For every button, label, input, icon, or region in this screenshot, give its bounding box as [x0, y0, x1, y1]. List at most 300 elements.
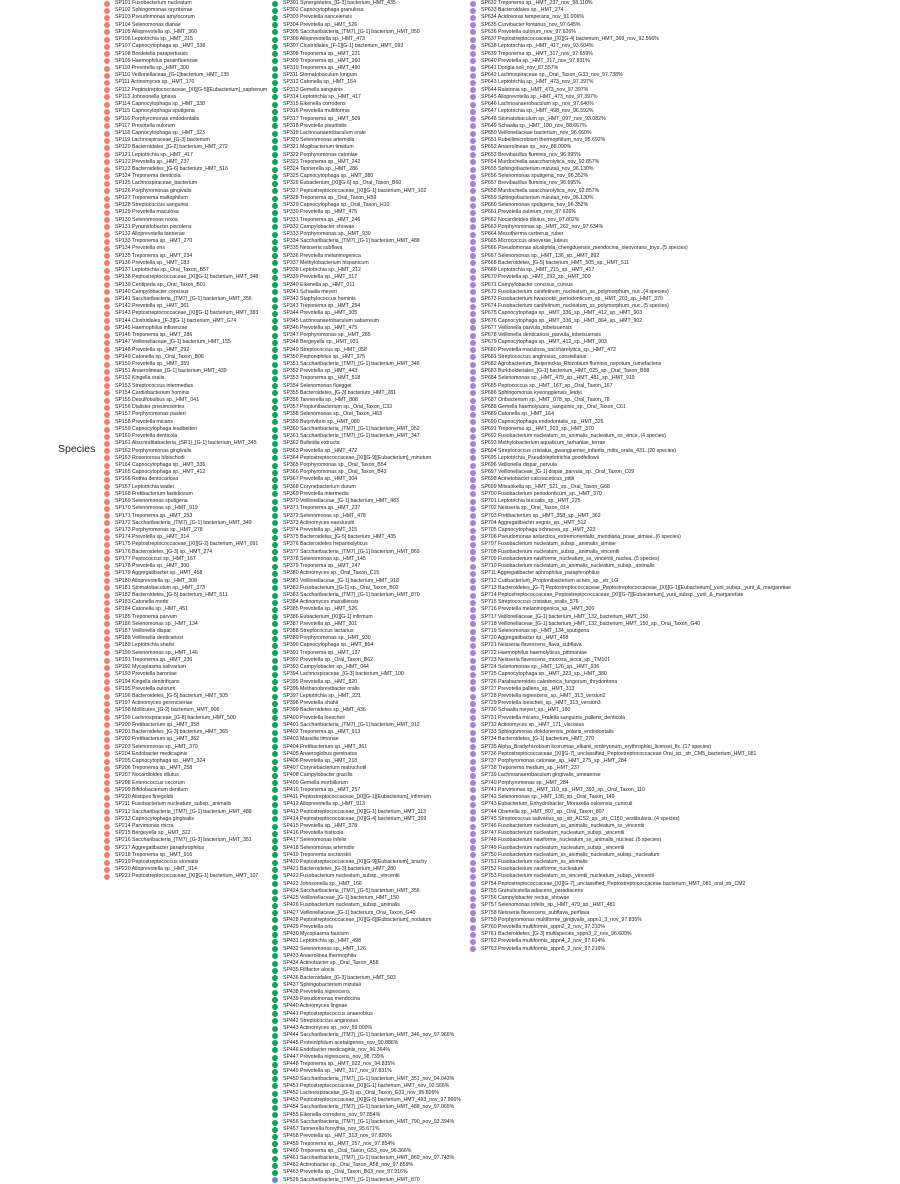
legend-dot-icon	[272, 427, 278, 433]
legend-dot-icon	[104, 369, 110, 375]
legend-entry	[272, 650, 470, 657]
legend-label: SP450 Saccharibacteria_(TM7)_[G-1] bacterium_HMT_351_nov_94.043%	[283, 1075, 455, 1082]
legend-entry	[104, 469, 276, 476]
legend-dot-icon	[272, 520, 278, 526]
legend-dot-icon	[104, 491, 110, 497]
legend-dot-icon	[470, 398, 476, 404]
legend-entry	[272, 108, 470, 115]
legend-label: SP669 Leptotrichia sp._HMT_215_sp._HMT_417	[481, 267, 595, 274]
legend-entry	[104, 116, 276, 123]
legend-dot-icon	[104, 73, 110, 79]
legend-dot-icon	[470, 715, 476, 721]
legend-label: SP115 Capnocytophaga sputigena	[115, 108, 195, 115]
legend-dot-icon	[470, 852, 476, 858]
legend-entry	[470, 498, 900, 505]
legend-entry	[272, 448, 470, 455]
legend-entry	[470, 787, 900, 794]
legend-label: SP188 Veillonella denticariosi	[115, 635, 184, 642]
legend-dot-icon	[470, 441, 476, 447]
legend-label: SP152 Kingella oralis	[115, 375, 165, 382]
legend-entry	[470, 830, 900, 837]
legend-label: SP178 Prevotella sp._HMT_300	[115, 563, 190, 570]
legend-entry	[104, 866, 276, 873]
legend-label: SP422 Fusobacterium nucleatum_subsp._vincentii	[283, 873, 400, 880]
legend-entry	[104, 397, 276, 404]
legend-label: SP733 Sphingomonas dokdonensis_polaris_endodontalis	[481, 729, 614, 736]
legend-dot-icon	[104, 643, 110, 649]
legend-entry	[272, 152, 470, 159]
legend-entry	[272, 7, 470, 14]
legend-label: SP434 Actinobacter sp._Oral_Taxon_A58	[283, 960, 379, 967]
legend-label: SP175 Peptostreptococcaceae_[XI][G-2] bacterium_HMT_091	[115, 541, 259, 548]
legend-label: SP729 Prevotella loescheii_sp._HMT_313_version3	[481, 700, 601, 707]
legend-dot-icon	[272, 152, 278, 158]
legend-dot-icon	[272, 181, 278, 187]
legend-dot-icon	[104, 766, 110, 772]
legend-label: SP385 Prevotella sp._HMT_526	[283, 606, 358, 613]
legend-dot-icon	[272, 1170, 278, 1176]
legend-entry	[104, 520, 276, 527]
legend-dot-icon	[104, 607, 110, 613]
legend-label: SP343 Treponema sp._HMT_254	[283, 303, 361, 310]
legend-dot-icon	[272, 419, 278, 425]
legend-entry	[104, 79, 276, 86]
legend-label: SP756 Campylobacter rectus_showae	[481, 895, 570, 902]
legend-label: SP346 Prevotella sp._HMT_475	[283, 324, 358, 331]
legend-entry	[104, 722, 276, 729]
legend-label: SP750 Fusobacterium nucleatum_ss_animalis_nucleatum_subsp._nucleatum	[481, 851, 660, 858]
legend-label: SP454 Saccharibacteria_(TM7)_[G-1] bacterium_HMT_488_nov_97.065%	[283, 1104, 455, 1111]
legend-label: SP109 Haemophilus parainfluenzae	[115, 57, 198, 64]
legend-label: SP124 Treponema denticola	[115, 173, 181, 180]
legend-entry	[104, 642, 276, 649]
legend-dot-icon	[104, 333, 110, 339]
legend-dot-icon	[104, 528, 110, 534]
legend-dot-icon	[272, 174, 278, 180]
legend-label: SP104 Selenomonas dianae	[115, 21, 181, 28]
legend-dot-icon	[470, 159, 476, 165]
legend-label: SP149 Catonella sp._Oral_Taxon_B06	[115, 353, 204, 360]
legend-entry	[272, 14, 470, 21]
legend-dot-icon	[470, 477, 476, 483]
legend-label: SP177 Peptococcus sp._HMT_167	[115, 555, 196, 562]
legend-entry	[470, 527, 900, 534]
legend-dot-icon	[104, 860, 110, 866]
legend-label: SP321 Mogibacterium timidum	[283, 144, 354, 151]
legend-dot-icon	[470, 665, 476, 671]
legend-entry	[272, 260, 470, 267]
legend-entry	[470, 534, 900, 541]
legend-label: SP443 Actinomyces sp._nov_59.000%	[283, 1025, 373, 1032]
legend-label: SP198 Mollicutes_[G-2] bacterium_HMT_906	[115, 707, 220, 714]
legend-entry	[470, 440, 900, 447]
legend-label: SP724 Selenomonas sp._HMT_126_sp._HMT_936	[481, 664, 600, 671]
legend-entry	[470, 347, 900, 354]
legend-label: SP723 Neisseria flavescens_mucosa_sicca_sp._TM101	[481, 656, 611, 663]
legend-dot-icon	[470, 816, 476, 822]
legend-label: SP365 Porphyromonas sp._Oral_Taxon_B54	[283, 462, 387, 468]
legend-dot-icon	[272, 629, 278, 635]
legend-label: SP402 Treponema sp._HMT_913	[283, 729, 361, 736]
legend-dot-icon	[272, 239, 278, 245]
legend-label: SP164 Capnocytophaga sp._HMT_336	[115, 462, 206, 468]
legend-label: SP673 Fusobacterium hwasookii_periodonticum_sp._HMT_203_sp._HMT_370	[481, 295, 663, 302]
legend-label: SP213 Capnocytophaga gingivalis	[115, 815, 195, 822]
legend-entry	[272, 873, 470, 880]
legend-entry	[470, 650, 900, 657]
legend-label: SP759 Porphyromonas multiforme_gingivalis_sppn1_3_nov_97.835%	[481, 916, 642, 923]
legend-entry	[470, 51, 900, 58]
legend-dot-icon	[104, 463, 110, 469]
legend-dot-icon	[104, 549, 110, 555]
legend-dot-icon	[272, 997, 278, 1003]
legend-entry	[470, 289, 900, 296]
legend-label: SP382 Fusobacterium_[G-1] sp._Oral_Taxon_B02	[283, 584, 399, 591]
legend-label: SP206 Treponema sp._HMT_258	[115, 765, 193, 772]
legend-entry	[104, 123, 276, 130]
legend-label: SP131 Pyramidobacter piscolens	[115, 223, 192, 230]
legend-entry	[470, 578, 900, 585]
legend-dot-icon	[470, 499, 476, 505]
legend-label: SP217 Aggregatibacter paraphrophilus	[115, 844, 205, 851]
legend-entry	[272, 123, 470, 130]
legend-entry	[470, 94, 900, 101]
legend-label: SP398 Prevotella shahii	[283, 700, 339, 707]
legend-dot-icon	[470, 542, 476, 548]
legend-entry	[104, 693, 276, 700]
legend-entry	[272, 87, 470, 94]
legend-label: SP637 Peptostreptococcaceae_[XI][G-4] bacterium_HMT_369_nov_92.566%	[481, 36, 659, 43]
legend-entry	[272, 188, 470, 195]
legend-label: SP302 Capnocytophaga granulosa	[283, 7, 364, 14]
legend-label: SP219 Peptostreptococcus stomatis	[115, 859, 199, 866]
legend-entry	[470, 166, 900, 173]
legend-entry	[104, 448, 276, 455]
legend-label: SP720 Aggregatibacter sp._HMT_458	[481, 635, 569, 642]
legend-dot-icon	[104, 816, 110, 822]
legend-label: SP360 Saccharibacteria_(TM7)_[G-1] bacterium_HMT_952	[283, 425, 420, 432]
legend-dot-icon	[272, 268, 278, 274]
legend-dot-icon	[272, 722, 278, 728]
legend-dot-icon	[272, 874, 278, 880]
legend-dot-icon	[272, 116, 278, 122]
legend-entry	[272, 1104, 470, 1111]
legend-label: SP411 Peptostreptococcaceae_[XI][G-1][Eubacterium]_infirmum	[283, 794, 431, 801]
legend-dot-icon	[272, 1163, 278, 1169]
legend-label: SP709 Fusobacterium naviforme_nucleatum_ss_vincentii_nuclea..(5 species)	[481, 555, 660, 562]
legend-entry	[104, 137, 276, 144]
legend-entry	[104, 260, 276, 267]
legend-entry	[104, 22, 276, 29]
legend-entry	[104, 513, 276, 520]
legend-label: SP700 Fusobacterium periodonticum_sp._HMT_370	[481, 490, 602, 497]
legend-entry	[272, 51, 470, 58]
legend-dot-icon	[272, 145, 278, 151]
legend-label: SP376 Bacteroidetes heparinolyticus	[283, 541, 368, 548]
legend-dot-icon	[272, 1026, 278, 1032]
legend-dot-icon	[272, 990, 278, 996]
legend-dot-icon	[272, 946, 278, 952]
legend-entry	[470, 397, 900, 404]
legend-dot-icon	[272, 585, 278, 591]
legend-label: SP159 Capnocytophaga leadbetteri	[115, 425, 197, 432]
legend-entry	[470, 570, 900, 577]
legend-dot-icon	[272, 1120, 278, 1126]
legend-dot-icon	[272, 780, 278, 786]
legend-label: SP763 Prevotella multiformis_sppn5_2_nov_97.216%	[481, 945, 606, 952]
legend-dot-icon	[272, 1083, 278, 1089]
legend-entry	[104, 390, 276, 397]
legend-label: SP374 Prevotella sp._HMT_315	[283, 526, 358, 533]
legend-label: SP691 Treponema sp._HMT_203_sp._HMT_370	[481, 425, 594, 432]
legend-label: SP312 Catonella sp._HMT_164	[283, 79, 356, 86]
legend-entry	[272, 1083, 470, 1090]
legend-entry	[104, 224, 276, 231]
legend-dot-icon	[470, 304, 476, 310]
legend-dot-icon	[470, 787, 476, 793]
legend-dot-icon	[272, 744, 278, 750]
legend-label: SP424 Saccharibacteria_(TM7)_[G-5] bacterium_HMT_356	[283, 887, 420, 894]
legend-label: SP197 Actinomyces gerencseriae	[115, 700, 193, 707]
legend-label: SP668 Bacteroidetes_[G-5] bacterium_HMT_505_sp._HMT_511	[481, 259, 630, 266]
legend-dot-icon	[272, 260, 278, 266]
legend-dot-icon	[272, 246, 278, 252]
legend-label: SP712 Cutibacterium_Propionibacterium acnes_sp._str_LG	[481, 577, 619, 584]
legend-entry	[470, 801, 900, 808]
legend-label: SP667 Selenomonas sp._HMT_136_sp._HMT_892	[481, 252, 600, 259]
legend-dot-icon	[470, 513, 476, 519]
legend-entry	[470, 700, 900, 707]
legend-label: SP755 Granulicatella adiacens_paradiacens	[481, 887, 584, 894]
legend-entry	[470, 368, 900, 375]
legend-entry	[104, 635, 276, 642]
legend-entry	[272, 513, 470, 520]
legend-entry	[470, 671, 900, 678]
legend-dot-icon	[104, 311, 110, 317]
legend-entry	[272, 686, 470, 693]
legend-label: SP632 Treponema sp._HMT_237_nov_98.110%	[481, 0, 593, 6]
legend-label: SP349 Streptococcus sp._HMT_058	[283, 346, 367, 353]
legend-entry	[104, 455, 276, 462]
legend-entry	[272, 549, 470, 556]
legend-label: SP125 Lachnospiraceae_bacterium	[115, 180, 198, 187]
legend-label: SP208 Enterococcus cecorum	[115, 779, 185, 786]
legend-label: SP704 Aggregatibacter segnis_sp._HMT_512	[481, 519, 587, 526]
legend-label: SP108 Bordetella parapertussis	[115, 50, 188, 57]
legend-dot-icon	[470, 795, 476, 801]
legend-dot-icon	[470, 463, 476, 469]
legend-dot-icon	[470, 867, 476, 873]
legend-entry	[104, 787, 276, 794]
legend-dot-icon	[104, 217, 110, 223]
legend-dot-icon	[272, 1033, 278, 1039]
legend-label: SP634 Acidovorax temperans_nov_91.006%	[481, 14, 584, 21]
legend-entry	[272, 931, 470, 938]
legend-dot-icon	[272, 852, 278, 858]
legend-entry	[104, 411, 276, 418]
legend-entry	[272, 22, 470, 29]
legend-label: SP734 Bacteroidetes_[G-1] bacterium_HMT_270	[481, 736, 595, 743]
legend-dot-icon	[272, 434, 278, 440]
legend-dot-icon	[104, 102, 110, 108]
legend-label: SP643 Leptotrichia sp._HMT_473_nov_97.397%	[481, 79, 594, 86]
legend-dot-icon	[104, 29, 110, 35]
legend-entry	[272, 1076, 470, 1083]
legend-label: SP145 Haemophilus influenzae	[115, 324, 188, 331]
legend-dot-icon	[272, 658, 278, 664]
legend-dot-icon	[470, 37, 476, 43]
legend-dot-icon	[104, 318, 110, 324]
legend-entry	[272, 224, 470, 231]
legend-entry	[104, 621, 276, 628]
legend-label: SP161 Absconditabacteria_(SR1)_[G-1] bacterium_HMT_345	[115, 440, 257, 447]
legend-label: SP459 Treponema sp._HMT_257_nov_97.854%	[283, 1140, 395, 1147]
legend-label: SP665 Micrococcus aloeverae_luteus	[481, 238, 568, 245]
legend-label: SP694 Streptococcus cristatus_gwangjuense_infantis_mitis_oralis_431..(20 species)	[481, 447, 676, 454]
legend-dot-icon	[104, 722, 110, 728]
legend-entry	[104, 592, 276, 599]
legend-entry	[470, 881, 900, 888]
legend-label: SP684 Selenomonas sp._HMT_479_sp._HMT_481_sp._HMT_919	[481, 375, 635, 382]
legend-entry	[272, 960, 470, 967]
legend-label: SP655 Sphingobacterium mizutaii_nov_96.130%	[481, 166, 594, 173]
legend-dot-icon	[470, 448, 476, 454]
legend-label: SP363 Prevotella sp._HMT_472	[283, 447, 358, 454]
legend-entry	[272, 707, 470, 714]
legend-dot-icon	[272, 1112, 278, 1118]
legend-dot-icon	[104, 109, 110, 115]
legend-label: SP446 Endobacter medicaginis_nov_96.364%	[283, 1046, 390, 1053]
legend-dot-icon	[272, 975, 278, 981]
legend-label: SP701 Leptotrichia buccalis_sp._HMT_225	[481, 498, 581, 505]
legend-entry	[272, 578, 470, 585]
legend-entry	[272, 967, 470, 974]
legend-label: SP681 Streptococcus anginosus_constellatus	[481, 353, 587, 360]
legend-label: SP722 Haemophilus haemolyticus_pittmaniae	[481, 649, 587, 656]
legend-entry	[470, 946, 900, 953]
legend-entry	[272, 455, 470, 462]
legend-label: SP410 Treponema sp._HMT_257	[283, 786, 361, 793]
legend-entry	[470, 520, 900, 527]
legend-label: SP702 Neisseria sp._Oral_Taxon_014	[481, 505, 569, 512]
legend-label: SP196 Bacteroidetes_[G-5] bacterium_HMT_505	[115, 693, 229, 699]
legend-dot-icon	[272, 1105, 278, 1111]
legend-label: SP186 Selenomonas sp._HMT_134	[115, 620, 198, 627]
legend-entry	[104, 599, 276, 606]
legend-label: SP123 Bacteroidetes_[G-6] bacterium_HMT_516	[115, 166, 229, 173]
legend-dot-icon	[272, 109, 278, 115]
legend-label: SP647 Leptotrichia sp._HMT_498_nov_96.592%	[481, 108, 594, 115]
legend-dot-icon	[272, 138, 278, 144]
legend-dot-icon	[272, 441, 278, 447]
legend-label: SP338 Leptotrichia sp._HMT_212	[283, 267, 361, 274]
legend-entry	[272, 282, 470, 289]
legend-entry	[470, 556, 900, 563]
legend-entry	[470, 469, 900, 476]
legend-entry	[104, 87, 276, 94]
legend-entry	[272, 267, 470, 274]
legend-entry	[272, 130, 470, 137]
legend-dot-icon	[272, 600, 278, 606]
legend-dot-icon	[272, 289, 278, 295]
legend-label: SP705 Capnocytophaga ochracea_sp._HMT_323	[481, 526, 596, 533]
legend-entry	[104, 426, 276, 433]
legend-label: SP176 Bacteroidetes_[G-3] sp._HMT_274	[115, 548, 213, 555]
legend-label: SP155 Desulfobulbus sp._HMT_041	[115, 397, 199, 404]
legend-entry	[104, 108, 276, 115]
legend-label: SP141 Saccharibacteria_(TM7)_[G-1] bacterium_HMT_356	[115, 295, 252, 302]
legend-dot-icon	[104, 44, 110, 50]
legend-dot-icon	[272, 816, 278, 822]
legend-label: SP181 Stomatobaculum sp._HMT_373	[115, 584, 205, 591]
legend-entry	[272, 744, 470, 751]
legend-label: SP737 Porphyromonas catoniae_sp._HMT_275_sp._HMT_284	[481, 757, 627, 764]
legend-entry	[104, 332, 276, 339]
legend-entry	[272, 895, 470, 902]
legend-entry	[470, 325, 900, 332]
legend-dot-icon	[272, 123, 278, 129]
legend-entry	[272, 1047, 470, 1054]
legend-dot-icon	[104, 658, 110, 664]
legend-label: SP438 Prevotella nigrescens	[283, 988, 350, 995]
legend-label: SP200 Fretibacterium sp._HMT_358	[115, 721, 200, 728]
legend-label: SP116 Porphyromonas endodontalis	[115, 115, 200, 122]
legend-label: SP406 Prevotella sp._HMT_218	[283, 757, 358, 764]
legend-label: SP384 Actinomyces massiliensis	[283, 599, 359, 606]
legend-entry	[470, 823, 900, 830]
legend-entry	[272, 1018, 470, 1025]
legend-entry	[470, 209, 900, 216]
legend-dot-icon	[104, 398, 110, 404]
legend-dot-icon	[104, 138, 110, 144]
legend-dot-icon	[104, 636, 110, 642]
legend-dot-icon	[104, 58, 110, 64]
legend-entry	[470, 693, 900, 700]
legend-entry	[104, 549, 276, 556]
legend-dot-icon	[470, 268, 476, 274]
legend-entry	[470, 130, 900, 137]
legend-entry	[104, 794, 276, 801]
legend-label: SP687 Oribacterium sp._HMT_078_sp._Oral_Taxon_78	[481, 397, 610, 404]
legend-entry	[272, 72, 470, 79]
legend-dot-icon	[470, 66, 476, 72]
legend-entry	[104, 144, 276, 151]
legend-entry	[470, 549, 900, 556]
legend-label: SP310 Treponema sp._HMT_490	[283, 64, 361, 71]
legend-entry	[272, 1025, 470, 1032]
legend-label: SP697 Veillonellaceae_[G-1] dispar_parvula_sp._Oral_Taxon_C09	[481, 469, 635, 476]
legend-dot-icon	[272, 701, 278, 707]
legend-dot-icon	[470, 910, 476, 916]
legend-dot-icon	[470, 780, 476, 786]
legend-entry	[470, 642, 900, 649]
legend-entry	[104, 765, 276, 772]
legend-dot-icon	[104, 513, 110, 519]
legend-entry	[272, 1032, 470, 1039]
legend-entry	[470, 7, 900, 14]
legend-dot-icon	[470, 123, 476, 129]
legend-dot-icon	[272, 513, 278, 519]
legend-label: SP111 Actinomyces sp._HMT_170	[115, 79, 195, 86]
legend-entry	[470, 426, 900, 433]
legend-dot-icon	[104, 347, 110, 353]
legend-dot-icon	[104, 94, 110, 100]
legend-dot-icon	[104, 145, 110, 151]
legend-dot-icon	[470, 232, 476, 238]
legend-label: SP726 Parabacteroides caledonica_fungorum_thrydontona	[481, 678, 618, 685]
legend-entry	[272, 202, 470, 209]
legend-label: SP180 Alloprevotella sp._HMT_308	[115, 577, 197, 584]
